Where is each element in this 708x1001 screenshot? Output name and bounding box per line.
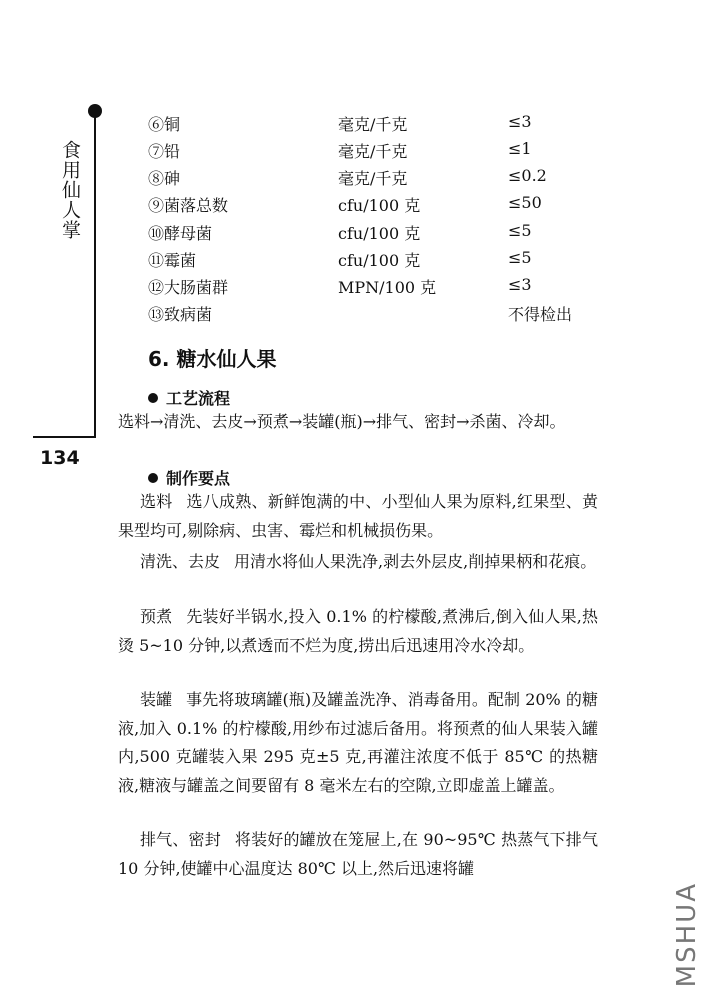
watermark: MSHUA — [672, 881, 702, 987]
paragraph — [118, 548, 598, 577]
process-heading: 工艺流程 — [148, 386, 230, 409]
item-name: ⑦铅 — [148, 142, 181, 161]
item-limit: ≤1 — [508, 139, 532, 158]
margin-horizontal-rule — [33, 436, 96, 438]
paragraph-text: 将装好的罐放在笼屉上,在 90~95℃ 热蒸气下排气 10 分钟,使罐中心温度达 80℃ 以上,然后迅速将罐 — [118, 830, 598, 878]
table-row — [148, 193, 608, 220]
item-unit: cfu/100 克 — [338, 251, 421, 270]
item-limit: ≤5 — [508, 248, 532, 267]
page-number: 134 — [40, 447, 80, 469]
item-limit: ≤3 — [508, 112, 532, 131]
paragraph-text: 选八成熟、新鲜饱满的中、小型仙人果为原料,红果型、黄果型均可,剔除病、虫害、霉烂和机械损伤果。 — [118, 492, 598, 540]
paragraph-lead: 选料 — [140, 492, 173, 511]
item-limit: ≤3 — [508, 275, 532, 294]
running-title: 食用仙人掌 — [59, 140, 81, 240]
item-name: ⑥铜 — [148, 115, 181, 134]
table-row — [148, 302, 608, 329]
paragraph — [118, 686, 598, 800]
item-limit: ≤50 — [508, 193, 542, 212]
item-name: ⑪霉菌 — [148, 251, 197, 270]
paragraph — [118, 488, 598, 545]
item-name: ⑫大肠菌群 — [148, 278, 229, 297]
process-text: 选料→清洗、去皮→预煮→装罐(瓶)→排气、密封→杀菌、冷却。 — [118, 412, 566, 431]
paragraph-lead: 装罐 — [140, 690, 173, 709]
item-name: ⑩酵母菌 — [148, 224, 213, 243]
table-row — [148, 248, 608, 275]
item-unit: cfu/100 克 — [338, 224, 421, 243]
bullet-icon — [148, 393, 158, 403]
item-name: ⑬致病菌 — [148, 305, 213, 324]
paragraph — [118, 603, 598, 660]
section-title: 6. 糖水仙人果 — [148, 347, 277, 371]
table-row — [148, 221, 608, 248]
bullet-icon — [148, 473, 158, 483]
item-name: ⑨菌落总数 — [148, 196, 229, 215]
item-unit: 毫克/千克 — [338, 142, 408, 161]
table-row — [148, 275, 608, 302]
paragraph-text: 先装好半锅水,投入 0.1% 的柠檬酸,煮沸后,倒入仙人果,热烫 5~10 分钟,以煮透而不烂为度,捞出后迅速用冷水冷却。 — [118, 607, 598, 655]
table-row — [148, 166, 608, 193]
paragraph-lead: 清洗、去皮 — [140, 552, 221, 571]
item-limit: 不得检出 — [508, 305, 573, 324]
paragraph-text: 用清水将仙人果洗净,剥去外层皮,削掉果柄和花痕。 — [234, 552, 597, 571]
paragraph-lead: 排气、密封 — [140, 830, 221, 849]
table-row — [148, 139, 608, 166]
item-unit: MPN/100 克 — [338, 278, 437, 297]
item-unit: cfu/100 克 — [338, 196, 421, 215]
item-unit: 毫克/千克 — [338, 169, 408, 188]
paragraph-lead: 预煮 — [140, 607, 173, 626]
paragraph-text: 事先将玻璃罐(瓶)及罐盖洗净、消毒备用。配制 20% 的糖液,加入 0.1% 的柠檬酸,用纱布过滤后备用。将预煮的仙人果装入罐内,500 克罐装入果 295 克±5 克,再灌注浓度不低于 85℃ 的热糖液,糖液与罐盖之间要留有 8 毫米左右的空隙,立即虚盖上罐盖。 — [118, 690, 598, 795]
points-heading: 制作要点 — [148, 466, 230, 489]
item-limit: ≤5 — [508, 221, 532, 240]
table-row — [148, 112, 608, 139]
item-name: ⑧砷 — [148, 169, 181, 188]
item-limit: ≤0.2 — [508, 166, 547, 185]
margin-vertical-rule — [94, 112, 96, 437]
item-unit: 毫克/千克 — [338, 115, 408, 134]
paragraph — [118, 826, 598, 883]
